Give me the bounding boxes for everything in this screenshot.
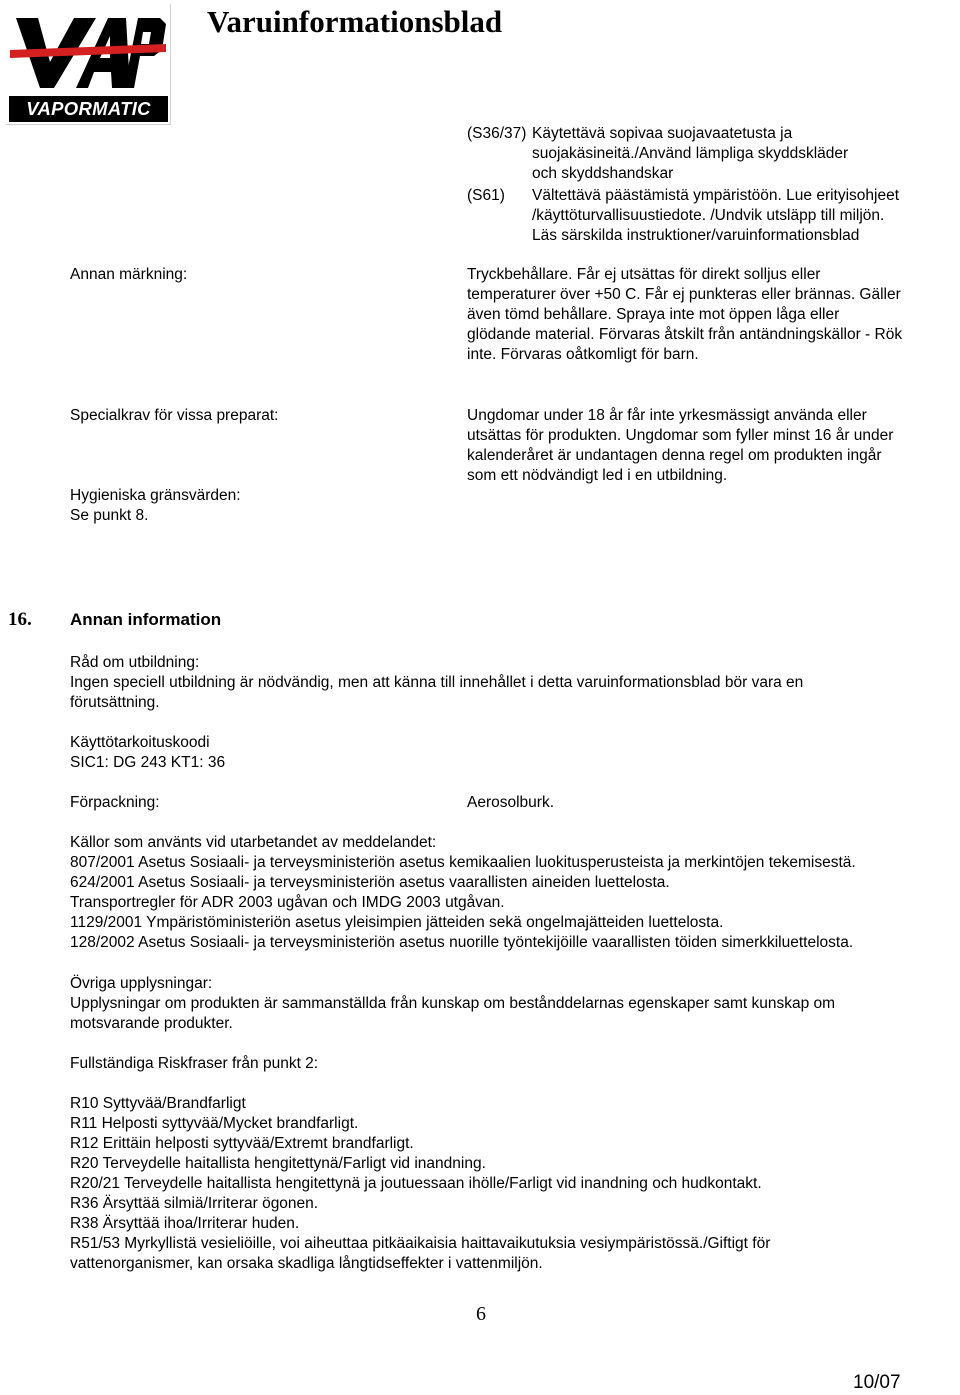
training-advice-line: förutsättning. — [70, 694, 160, 711]
other-marking-line: glödande material. Förvaras åtskilt från antändningskällor - Rök — [467, 326, 903, 343]
special-requirements-label: Specialkrav för vissa preparat: — [70, 407, 279, 424]
safety-phrase-line: suojakäsineitä./Använd lämpliga skyddskläder — [532, 145, 849, 162]
page-number: 6 — [476, 1303, 486, 1325]
source-line: 1129/2001 Ympäristöministeriön asetus yleisimpien jätteiden sekä ongelmajätteiden luettelosta. — [70, 914, 724, 931]
training-advice — [70, 653, 803, 713]
risk-phrase-line: R20/21 Terveydelle haitallista hengitettynä ja joutuessaan ihölle/Farligt vid inandning och hudkontakt. — [70, 1175, 762, 1192]
source-line: 128/2002 Asetus Sosiaali- ja terveysministeriön asetus nuorille työntekijöille vaarallisten töiden simerkkiluettelosta. — [70, 934, 854, 951]
section-title: Annan information — [70, 610, 222, 629]
training-advice-label: Råd om utbildning: — [70, 654, 200, 671]
other-information — [70, 974, 835, 1034]
safety-phrase-s36-37-code: (S36/37) — [467, 125, 527, 142]
revision-code: 10/07 — [853, 1372, 901, 1393]
usage-code-value: SIC1: DG 243 KT1: 36 — [70, 754, 226, 771]
packaging-value: Aerosolburk. — [467, 794, 555, 811]
other-marking-text — [467, 265, 902, 365]
hygiene-limits-value: Se punkt 8. — [70, 507, 149, 524]
safety-phrase-line: Vältettävä päästämistä ympäristöön. Lue erityisohjeet — [532, 187, 900, 204]
risk-phrase-line: R51/53 Myrkyllistä vesieliöille, voi aiheuttaa pitkäaikaisia haittavaikutuksia vesiympäristössä./Giftigt för — [70, 1235, 771, 1252]
sources — [70, 833, 856, 953]
risk-phrase-line: R11 Helposti syttyvää/Mycket brandfarligt. — [70, 1115, 359, 1132]
other-information-line: Upplysningar om produkten är sammanställda från kunskap om bestånddelarnas egenskaper samt kunskap om — [70, 995, 836, 1012]
packaging-label: Förpackning: — [70, 794, 160, 811]
safety-phrase-line: /käyttöturvallisuustiedote. /Undvik utsläpp till miljön. — [532, 207, 885, 224]
logo-wordmark: VAPORMATIC — [26, 98, 151, 119]
risk-phrase-line: R20 Terveydelle haitallista hengitettynä/Farligt vid inandning. — [70, 1155, 486, 1172]
special-requirements-line: Ungdomar under 18 år får inte yrkesmässigt använda eller — [467, 407, 867, 424]
safety-phrase-line: och skyddshandskar — [532, 165, 674, 182]
risk-phrase-line: R10 Syttyvää/Brandfarligt — [70, 1095, 246, 1112]
sources-label: Källor som använts vid utarbetandet av meddelandet: — [70, 834, 437, 851]
other-information-label: Övriga upplysningar: — [70, 975, 213, 992]
other-marking-line: Tryckbehållare. Får ej utsättas för direkt solljus eller — [467, 266, 821, 283]
training-advice-line: Ingen speciell utbildning är nödvändig, men att känna till innehållet i detta varuinformationsblad bör vara en — [70, 674, 804, 691]
source-line: Transportregler för ADR 2003 ugåvan och IMDG 2003 utgåvan. — [70, 894, 505, 911]
other-marking-line: temperaturer över +50 C. Får ej punkteras eller brännas. Gäller — [467, 286, 901, 303]
source-line: 624/2001 Asetus Sosiaali- ja terveysministeriön asetus vaarallisten aineiden luettelosta. — [70, 874, 670, 891]
risk-phrase-line: R38 Ärsyttää ihoa/Irriterar huden. — [70, 1215, 300, 1232]
special-requirements-line: som ett nödvändigt led i en utbildning. — [467, 467, 728, 484]
other-marking-line: även tömd behållare. Spraya inte mot öppen låga eller — [467, 306, 840, 323]
document-title: Varuinformationsblad — [207, 4, 503, 39]
vapormatic-logo — [6, 4, 171, 125]
risk-phrase-line: vattenorganismer, kan orsaka skadliga långtidseffekter i vattenmiljön. — [70, 1255, 543, 1272]
source-line: 807/2001 Asetus Sosiaali- ja terveysministeriön asetus kemikaalien luokitusperusteista ja merkintöjen tekemisestä. — [70, 854, 856, 871]
risk-phrases-label: Fullständiga Riskfraser från punkt 2: — [70, 1055, 319, 1072]
vap-logo-letters — [10, 10, 166, 92]
risk-phrases-list — [70, 1094, 770, 1274]
other-marking-line: inte. Förvaras oåtkomligt för barn. — [467, 346, 699, 363]
usage-code-label: Käyttötarkoituskoodi — [70, 734, 210, 751]
safety-phrase-line: Käytettävä sopivaa suojavaatetusta ja — [532, 125, 793, 142]
special-requirements-line: kalenderåret är undantagen denna regel om produkten ingår — [467, 447, 882, 464]
safety-phrase-s36-37-text — [532, 124, 848, 184]
special-requirements-line: utsättas för produkten. Ungdomar som fyller minst 16 år under — [467, 427, 894, 444]
special-requirements-text — [467, 406, 893, 486]
usage-code — [70, 733, 225, 773]
risk-phrase-line: R12 Erittäin helposti syttyvää/Extremt brandfarligt. — [70, 1135, 414, 1152]
other-marking-label: Annan märkning: — [70, 266, 188, 283]
logo-wordmark-bar — [9, 96, 168, 122]
other-information-line: motsvarande produkter. — [70, 1015, 233, 1032]
hygiene-limits — [70, 486, 241, 526]
safety-phrase-s61-text — [532, 186, 899, 246]
safety-phrase-s61-code: (S61) — [467, 187, 505, 204]
hygiene-limits-label: Hygieniska gränsvärden: — [70, 487, 241, 504]
risk-phrase-line: R36 Ärsyttää silmiä/Irriterar ögonen. — [70, 1195, 319, 1212]
section-number: 16. — [8, 609, 32, 630]
safety-phrase-line: Läs särskilda instruktioner/varuinformationsblad — [532, 227, 860, 244]
